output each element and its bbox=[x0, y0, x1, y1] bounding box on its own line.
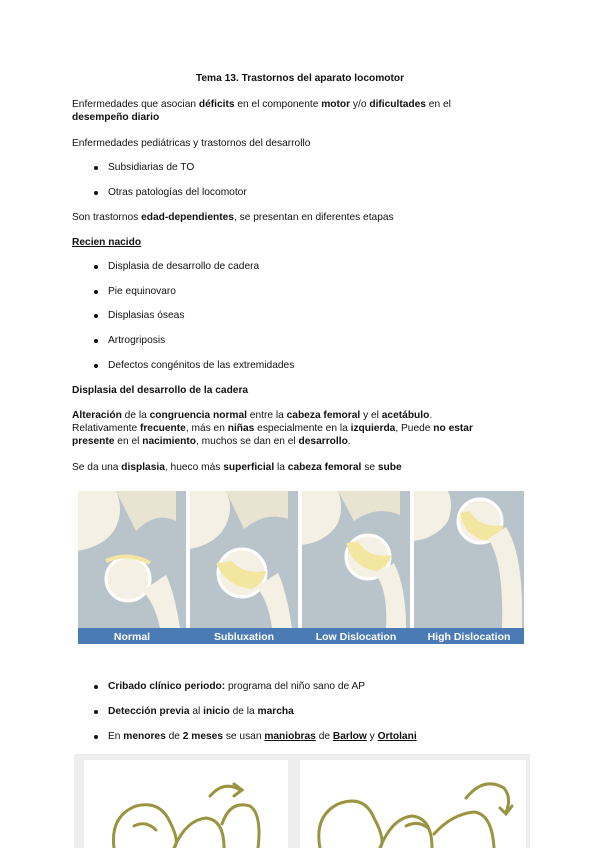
list-item: Subsidiarias de TO bbox=[108, 162, 195, 173]
hip-panel-high-dislocation bbox=[414, 491, 524, 628]
label-low-dislocation: Low Dislocation bbox=[315, 631, 397, 643]
label-high-dislocation: High Dislocation bbox=[427, 631, 511, 643]
list-item-maniobras: En menores de 2 meses se usan maniobras de Barlow y Ortolani bbox=[108, 731, 417, 742]
bullet-icon bbox=[94, 339, 98, 343]
bullet-icon bbox=[94, 364, 98, 368]
paragraph-alteracion-line3: presente en el nacimiento, muchos se dan en el desarrollo. bbox=[72, 436, 351, 447]
label-subluxation: Subluxation bbox=[213, 631, 275, 643]
hip-panel-normal bbox=[78, 491, 186, 628]
list-item-cribado: Cribado clínico periodo: programa del niño sano de AP bbox=[108, 681, 366, 692]
heading-displasia: Displasia del desarrollo de la cadera bbox=[72, 385, 249, 396]
paragraph-edad: Son trastornos edad-dependientes, se presentan en diferentes etapas bbox=[72, 212, 394, 223]
hip-panel-low-dislocation bbox=[302, 491, 410, 628]
paragraph-alteracion-line1: Alteración de la congruencia normal entre la cabeza femoral y el acetábulo. bbox=[72, 410, 433, 421]
list-item: Displasias óseas bbox=[108, 310, 185, 321]
list-item: Pie equinovaro bbox=[108, 286, 176, 297]
bullet-icon bbox=[94, 265, 98, 269]
bullet-icon bbox=[94, 191, 98, 195]
bullet-icon bbox=[94, 685, 98, 689]
bullet-icon bbox=[94, 314, 98, 318]
paragraph-alteracion-line2: Relativamente frecuente, más en niñas especialmente en la izquierda, Puede no estar bbox=[72, 423, 473, 434]
list-item: Artrogriposis bbox=[108, 335, 166, 346]
maneuver-sketch-figure bbox=[74, 754, 530, 848]
label-normal: Normal bbox=[113, 631, 151, 643]
heading-recien-nacido: Recien nacido bbox=[72, 237, 142, 248]
paragraph-pediatricas: Enfermedades pediátricas y trastornos del desarrollo bbox=[72, 138, 311, 149]
hip-panel-subluxation bbox=[190, 491, 298, 628]
list-item: Otras patologías del locomotor bbox=[108, 187, 247, 198]
paragraph-enfermedades-line2: desempeño diario bbox=[72, 112, 160, 123]
bullet-icon bbox=[94, 735, 98, 739]
hip-dislocation-figure bbox=[76, 491, 526, 645]
page-title: Tema 13. Trastornos del aparato locomotor bbox=[195, 73, 405, 84]
bullet-icon bbox=[94, 166, 98, 170]
paragraph-displasia: Se da una displasia, hueco más superficial la cabeza femoral se sube bbox=[72, 462, 402, 473]
paragraph-enfermedades-line1: Enfermedades que asocian déficits en el componente motor y/o dificultades en el bbox=[72, 99, 451, 110]
bullet-icon bbox=[94, 710, 98, 714]
list-item: Defectos congénitos de las extremidades bbox=[108, 360, 295, 371]
list-item: Displasia de desarrollo de cadera bbox=[108, 261, 260, 272]
bullet-icon bbox=[94, 290, 98, 294]
list-item-deteccion: Detección previa al inicio de la marcha bbox=[108, 706, 294, 717]
